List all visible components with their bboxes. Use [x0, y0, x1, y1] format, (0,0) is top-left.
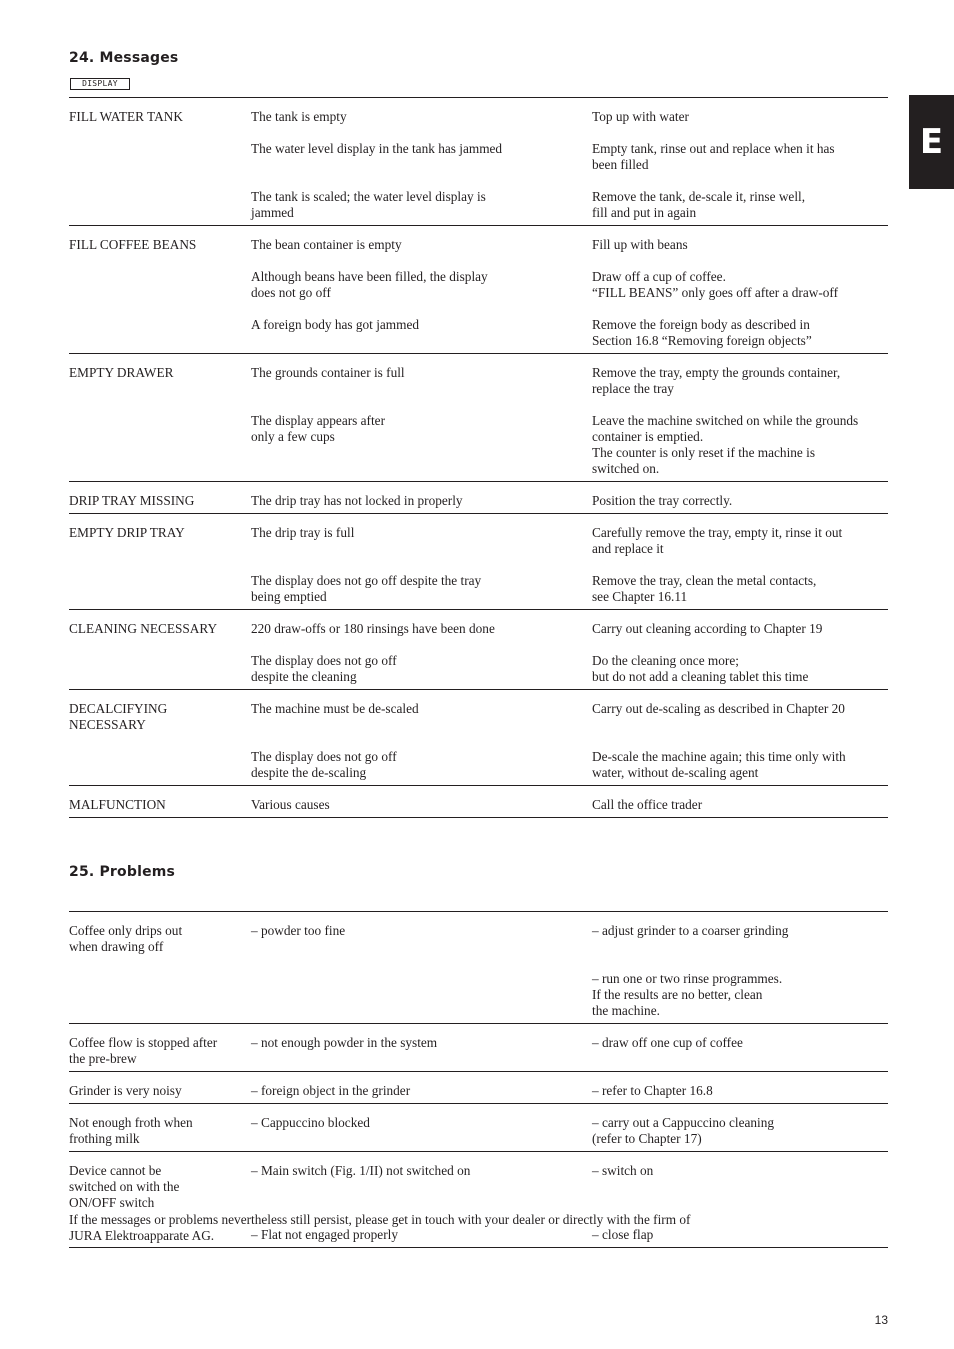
remedy-text: Remove the tray, clean the metal contacts, see Chapter 16.11 — [592, 573, 817, 604]
entry-line — [69, 971, 888, 1019]
cause-text: Although beans have been filled, the display does not go off — [251, 269, 488, 300]
entry-line — [69, 413, 888, 477]
cause-text — [251, 971, 592, 1019]
item-name — [69, 317, 251, 349]
item-name: FILL COFFEE BEANS — [69, 237, 197, 252]
item-name: Coffee flow is stopped after the pre-brew — [69, 1035, 218, 1066]
item-name: DRIP TRAY MISSING — [69, 493, 195, 508]
entry-line — [69, 365, 888, 397]
cause-text: The drip tray is full — [251, 525, 355, 540]
cause-text: A foreign body has got jammed — [251, 317, 420, 332]
item-name: FILL WATER TANK — [69, 109, 183, 124]
cause-text: The display appears after only a few cups — [251, 413, 386, 444]
item-name — [69, 971, 251, 1019]
entry-line — [69, 923, 888, 955]
message-row — [69, 786, 888, 818]
message-row — [69, 514, 888, 610]
item-name: EMPTY DRIP TRAY — [69, 525, 185, 540]
remedy-text: – run one or two rinse programmes. If the results are no better, clean the machine. — [592, 971, 783, 1018]
entry-line — [69, 189, 888, 221]
message-row — [69, 610, 888, 690]
entry-line — [69, 797, 888, 813]
entry-line — [69, 621, 888, 637]
remedy-text: – adjust grinder to a coarser grinding — [592, 923, 789, 938]
item-name: CLEANING NECESSARY — [69, 621, 218, 636]
item-name: Grinder is very noisy — [69, 1083, 182, 1098]
item-name: Not enough froth when frothing milk — [69, 1115, 193, 1146]
remedy-text: Leave the machine switched on while the grounds container is emptied. The counter is only reset if the machine is switched on. — [592, 413, 859, 476]
messages-heading: 24. Messages — [69, 50, 179, 66]
remedy-text: Top up with water — [592, 109, 689, 124]
problem-row — [69, 1024, 888, 1072]
problems-heading: 25. Problems — [69, 864, 176, 880]
problem-row — [69, 1072, 888, 1104]
item-name: MALFUNCTION — [69, 797, 166, 812]
entry-line — [69, 525, 888, 557]
message-row — [69, 354, 888, 482]
item-name — [69, 189, 251, 221]
remedy-text: Fill up with beans — [592, 237, 688, 252]
entry-line — [69, 269, 888, 301]
cause-text: The grounds container is full — [251, 365, 405, 380]
item-name — [69, 653, 251, 685]
problems-table — [69, 911, 888, 1248]
cause-text: – foreign object in the grinder — [251, 1083, 411, 1098]
page-number: 13 — [874, 1313, 888, 1327]
cause-text: – Main switch (Fig. 1/II) not switched on — [251, 1163, 471, 1178]
entry-line — [69, 317, 888, 349]
message-row — [69, 226, 888, 354]
item-name — [69, 141, 251, 173]
cause-text: The display does not go off despite the tray being emptied — [251, 573, 482, 604]
support-note: If the messages or problems nevertheless still persist, please get in touch with your dealer or directly with the firm of JURA Elektroapparate AG. — [69, 1212, 691, 1243]
remedy-text: Do the cleaning once more; but do not add a cleaning tablet this time — [592, 653, 809, 684]
remedy-text: Remove the tray, empty the grounds container, replace the tray — [592, 365, 841, 396]
remedy-text: – switch on — [592, 1163, 654, 1178]
item-name: EMPTY DRAWER — [69, 365, 174, 380]
cause-text: – powder too fine — [251, 923, 346, 938]
item-name — [69, 413, 251, 477]
entry-line — [69, 1035, 888, 1067]
remedy-text: – refer to Chapter 16.8 — [592, 1083, 713, 1098]
problem-row — [69, 1104, 888, 1152]
cause-text: – Flat not engaged properly — [251, 1227, 398, 1242]
entry-line — [69, 493, 888, 509]
cause-text: The tank is empty — [251, 109, 347, 124]
cause-text: The tank is scaled; the water level display is jammed — [251, 189, 486, 220]
entry-line — [69, 1163, 888, 1211]
cause-text: The water level display in the tank has jammed — [251, 141, 503, 156]
remedy-text: Remove the foreign body as described in Section 16.8 “Removing foreign objects” — [592, 317, 812, 348]
entry-line — [69, 1083, 888, 1099]
item-name: Coffee only drips out when drawing off — [69, 923, 183, 954]
entry-line — [69, 141, 888, 173]
remedy-text: Carefully remove the tray, empty it, rinse it out and replace it — [592, 525, 843, 556]
entry-line — [69, 749, 888, 781]
remedy-text: Draw off a cup of coffee. “FILL BEANS” only goes off after a draw-off — [592, 269, 839, 300]
entry-line — [69, 653, 888, 685]
cause-text: The bean container is empty — [251, 237, 402, 252]
remedy-text: Empty tank, rinse out and replace when it has been filled — [592, 141, 835, 172]
problem-row — [69, 912, 888, 1024]
language-tab-e: E — [909, 95, 954, 189]
remedy-text: Position the tray correctly. — [592, 493, 733, 508]
item-name: Device cannot be switched on with the ON/OFF switch — [69, 1163, 180, 1210]
remedy-text: Carry out cleaning according to Chapter 19 — [592, 621, 823, 636]
entry-line — [69, 573, 888, 605]
cause-text: The display does not go off despite the de-scaling — [251, 749, 397, 780]
cause-text: – not enough powder in the system — [251, 1035, 438, 1050]
cause-text: Various causes — [251, 797, 330, 812]
remedy-text: – carry out a Cappuccino cleaning (refer to Chapter 17) — [592, 1115, 775, 1146]
messages-table — [69, 97, 888, 818]
entry-line — [69, 1115, 888, 1147]
item-name — [69, 749, 251, 781]
item-name — [69, 573, 251, 605]
remedy-text: Remove the tank, de-scale it, rinse well, fill and put in again — [592, 189, 806, 220]
entry-line — [69, 109, 888, 125]
cause-text: The display does not go off despite the cleaning — [251, 653, 397, 684]
item-name: DECALCIFYING NECESSARY — [69, 701, 168, 732]
message-row — [69, 482, 888, 514]
entry-line — [69, 237, 888, 253]
cause-text: 220 draw-offs or 180 rinsings have been done — [251, 621, 495, 636]
entry-line — [69, 701, 888, 733]
message-row — [69, 98, 888, 226]
remedy-text: – draw off one cup of coffee — [592, 1035, 743, 1050]
remedy-text: Call the office trader — [592, 797, 703, 812]
display-icon: DISPLAY — [70, 78, 130, 90]
message-row — [69, 690, 888, 786]
remedy-text: De-scale the machine again; this time only with water, without de-scaling agent — [592, 749, 846, 780]
remedy-text: Carry out de-scaling as described in Chapter 20 — [592, 701, 845, 716]
item-name — [69, 269, 251, 301]
remedy-text: – close flap — [592, 1227, 654, 1242]
cause-text: The machine must be de-scaled — [251, 701, 419, 716]
cause-text: The drip tray has not locked in properly — [251, 493, 463, 508]
cause-text: – Cappuccino blocked — [251, 1115, 370, 1130]
